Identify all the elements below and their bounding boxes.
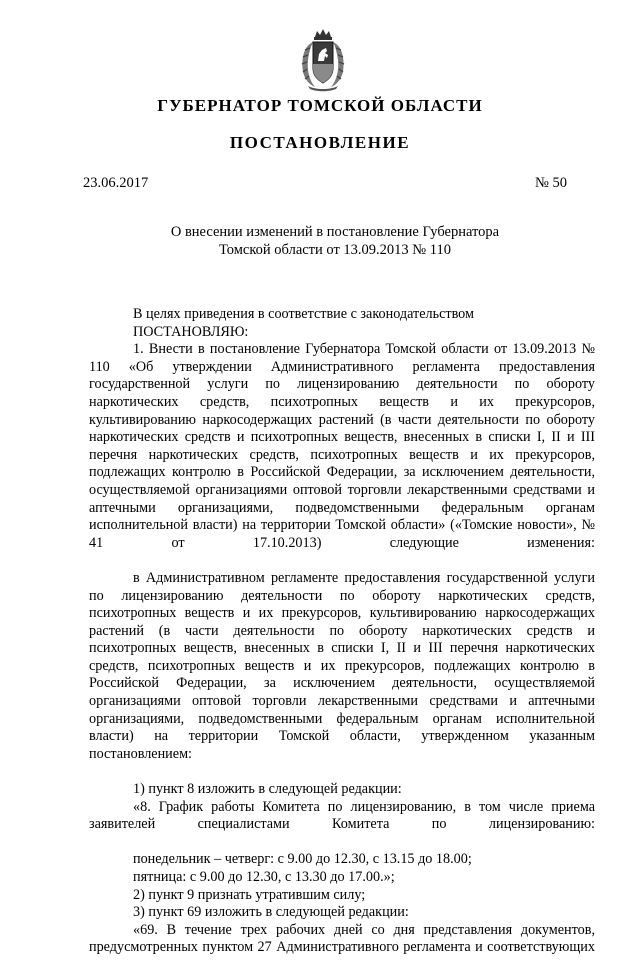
item-1-paragraph: 1. Внести в постановление Губернатора Томской области от 13.09.2013 № 110 «Об утверждении Административного регламента предоставления государственной услуги по лицензированию деятельности по обороту наркотических средств, психотропных веществ и их прекурсоров, культивированию наркосодержащих растений (в части деятельности по обороту наркотических средств и психотропных веществ, внесенных в списки I, II и III перечня наркотических средств, психотропных веществ и их прекурсоров, подлежащих контролю в Российской Федерации, за исключением деятельности, осуществляемой организациями оптовой торговли лекарственными средствами и аптечными организациями, подведомственными федеральным органам исполнительной власти) на территории Томской области» («Томские новости», № 41 от 17.10.2013) следующие изменения: — [89, 341, 595, 551]
subitem-2: 2) пункт 9 признать утратившим силу; — [133, 886, 366, 903]
quote-point-8: «8. График работы Комитета по лицензированию, в том числе приема заявителей специалистами Комитета по лицензированию: — [89, 798, 595, 833]
quote-point-69: «69. В течение трех рабочих дней со дня представления документов, предусмотренных пунктом 27 Административного регламента и соответствующих — [89, 921, 595, 956]
decree-word: ПОСТАНОВЛЯЮ: — [133, 323, 249, 340]
document-date: 23.06.2017 — [83, 175, 149, 191]
document-subject — [90, 224, 580, 259]
preamble-paragraph: В целях приведения в соответствие с законодательством — [133, 306, 474, 322]
subject-line: Томской области от 13.09.2013 № 110 — [219, 241, 451, 258]
coat-of-arms-icon — [298, 28, 348, 92]
subitem-3: 3) пункт 69 изложить в следующей редакции: — [133, 904, 409, 921]
schedule-line: пятница: с 9.00 до 12.30, с 13.30 до 17.00.»; — [133, 869, 395, 885]
regulation-paragraph: в Административном регламенте предоставления государственной услуги по лицензированию деятельности по обороту наркотических средств, психотропных веществ и их прекурсоров, культивированию наркосодержащих растений (в части деятельности по обороту наркотических средств и психотропных веществ, внесенных в списки I, II и III перечня наркотических средств, психотропных веществ и их прекурсоров, подлежащих контролю в Российской Федерации, за исключением деятельности, осуществляемой организациями оптовой торговли лекарственными средствами и аптечными организациями, подведомственными федеральным органам исполнительной власти) на территории Томской области, утвержденном указанным постановлением: — [89, 569, 595, 762]
schedule-line: понедельник – четверг: с 9.00 до 12.30, с 13.15 до 18.00; — [133, 851, 472, 868]
document-body — [89, 306, 595, 975]
document-type-heading: ПОСТАНОВЛЕНИЕ — [229, 133, 411, 152]
subitem-1: 1) пункт 8 изложить в следующей редакции: — [133, 781, 402, 798]
authority-heading: ГУБЕРНАТОР ТОМСКОЙ ОБЛАСТИ — [157, 96, 483, 115]
subject-line: О внесении изменений в постановление Губернатора — [170, 224, 500, 240]
document-number: № 50 — [535, 175, 567, 191]
